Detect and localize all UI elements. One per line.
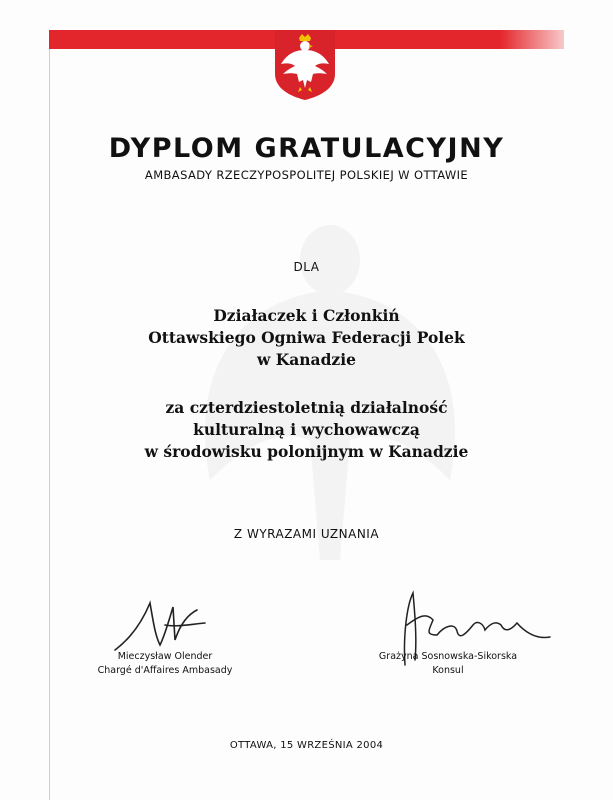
- for-label: DLA: [293, 260, 320, 274]
- red-bar-fade: [500, 30, 564, 49]
- signatory-name: Mieczysław Olender: [117, 651, 213, 662]
- place-date: OTTAWA, 15 WRZEŚNIA 2004: [229, 740, 384, 751]
- recipient-line: Ottawskiego Ogniwa Federacji Polek: [148, 328, 465, 347]
- regards-text: Z WYRAZAMI UZNANIA: [233, 527, 380, 541]
- recipient-block: [0, 305, 613, 371]
- signatory-right: [348, 650, 548, 678]
- reason-block: [0, 397, 613, 463]
- signatory-role: Konsul: [432, 665, 464, 676]
- recipient-line: w Kanadzie: [257, 350, 356, 369]
- signatory-role: Chargé d'Affaires Ambasady: [97, 665, 233, 676]
- reason-line: w środowisku polonijnym w Kanadzie: [144, 442, 469, 461]
- signatory-left: [70, 650, 260, 678]
- reason-line: kulturalną i wychowawczą: [193, 420, 420, 439]
- reason-line: za czterdziestoletnią działalność: [165, 398, 448, 417]
- diploma-title: DYPLOM GRATULACYJNY: [108, 133, 505, 164]
- polish-emblem-icon: [273, 30, 337, 100]
- recipient-line: Działaczek i Członkiń: [213, 306, 400, 325]
- signatory-name: Grażyna Sosnowska-Sikorska: [378, 651, 518, 662]
- diploma-subtitle: AMBASADY RZECZYPOSPOLITEJ POLSKIEJ W OTTAWIE: [144, 168, 469, 182]
